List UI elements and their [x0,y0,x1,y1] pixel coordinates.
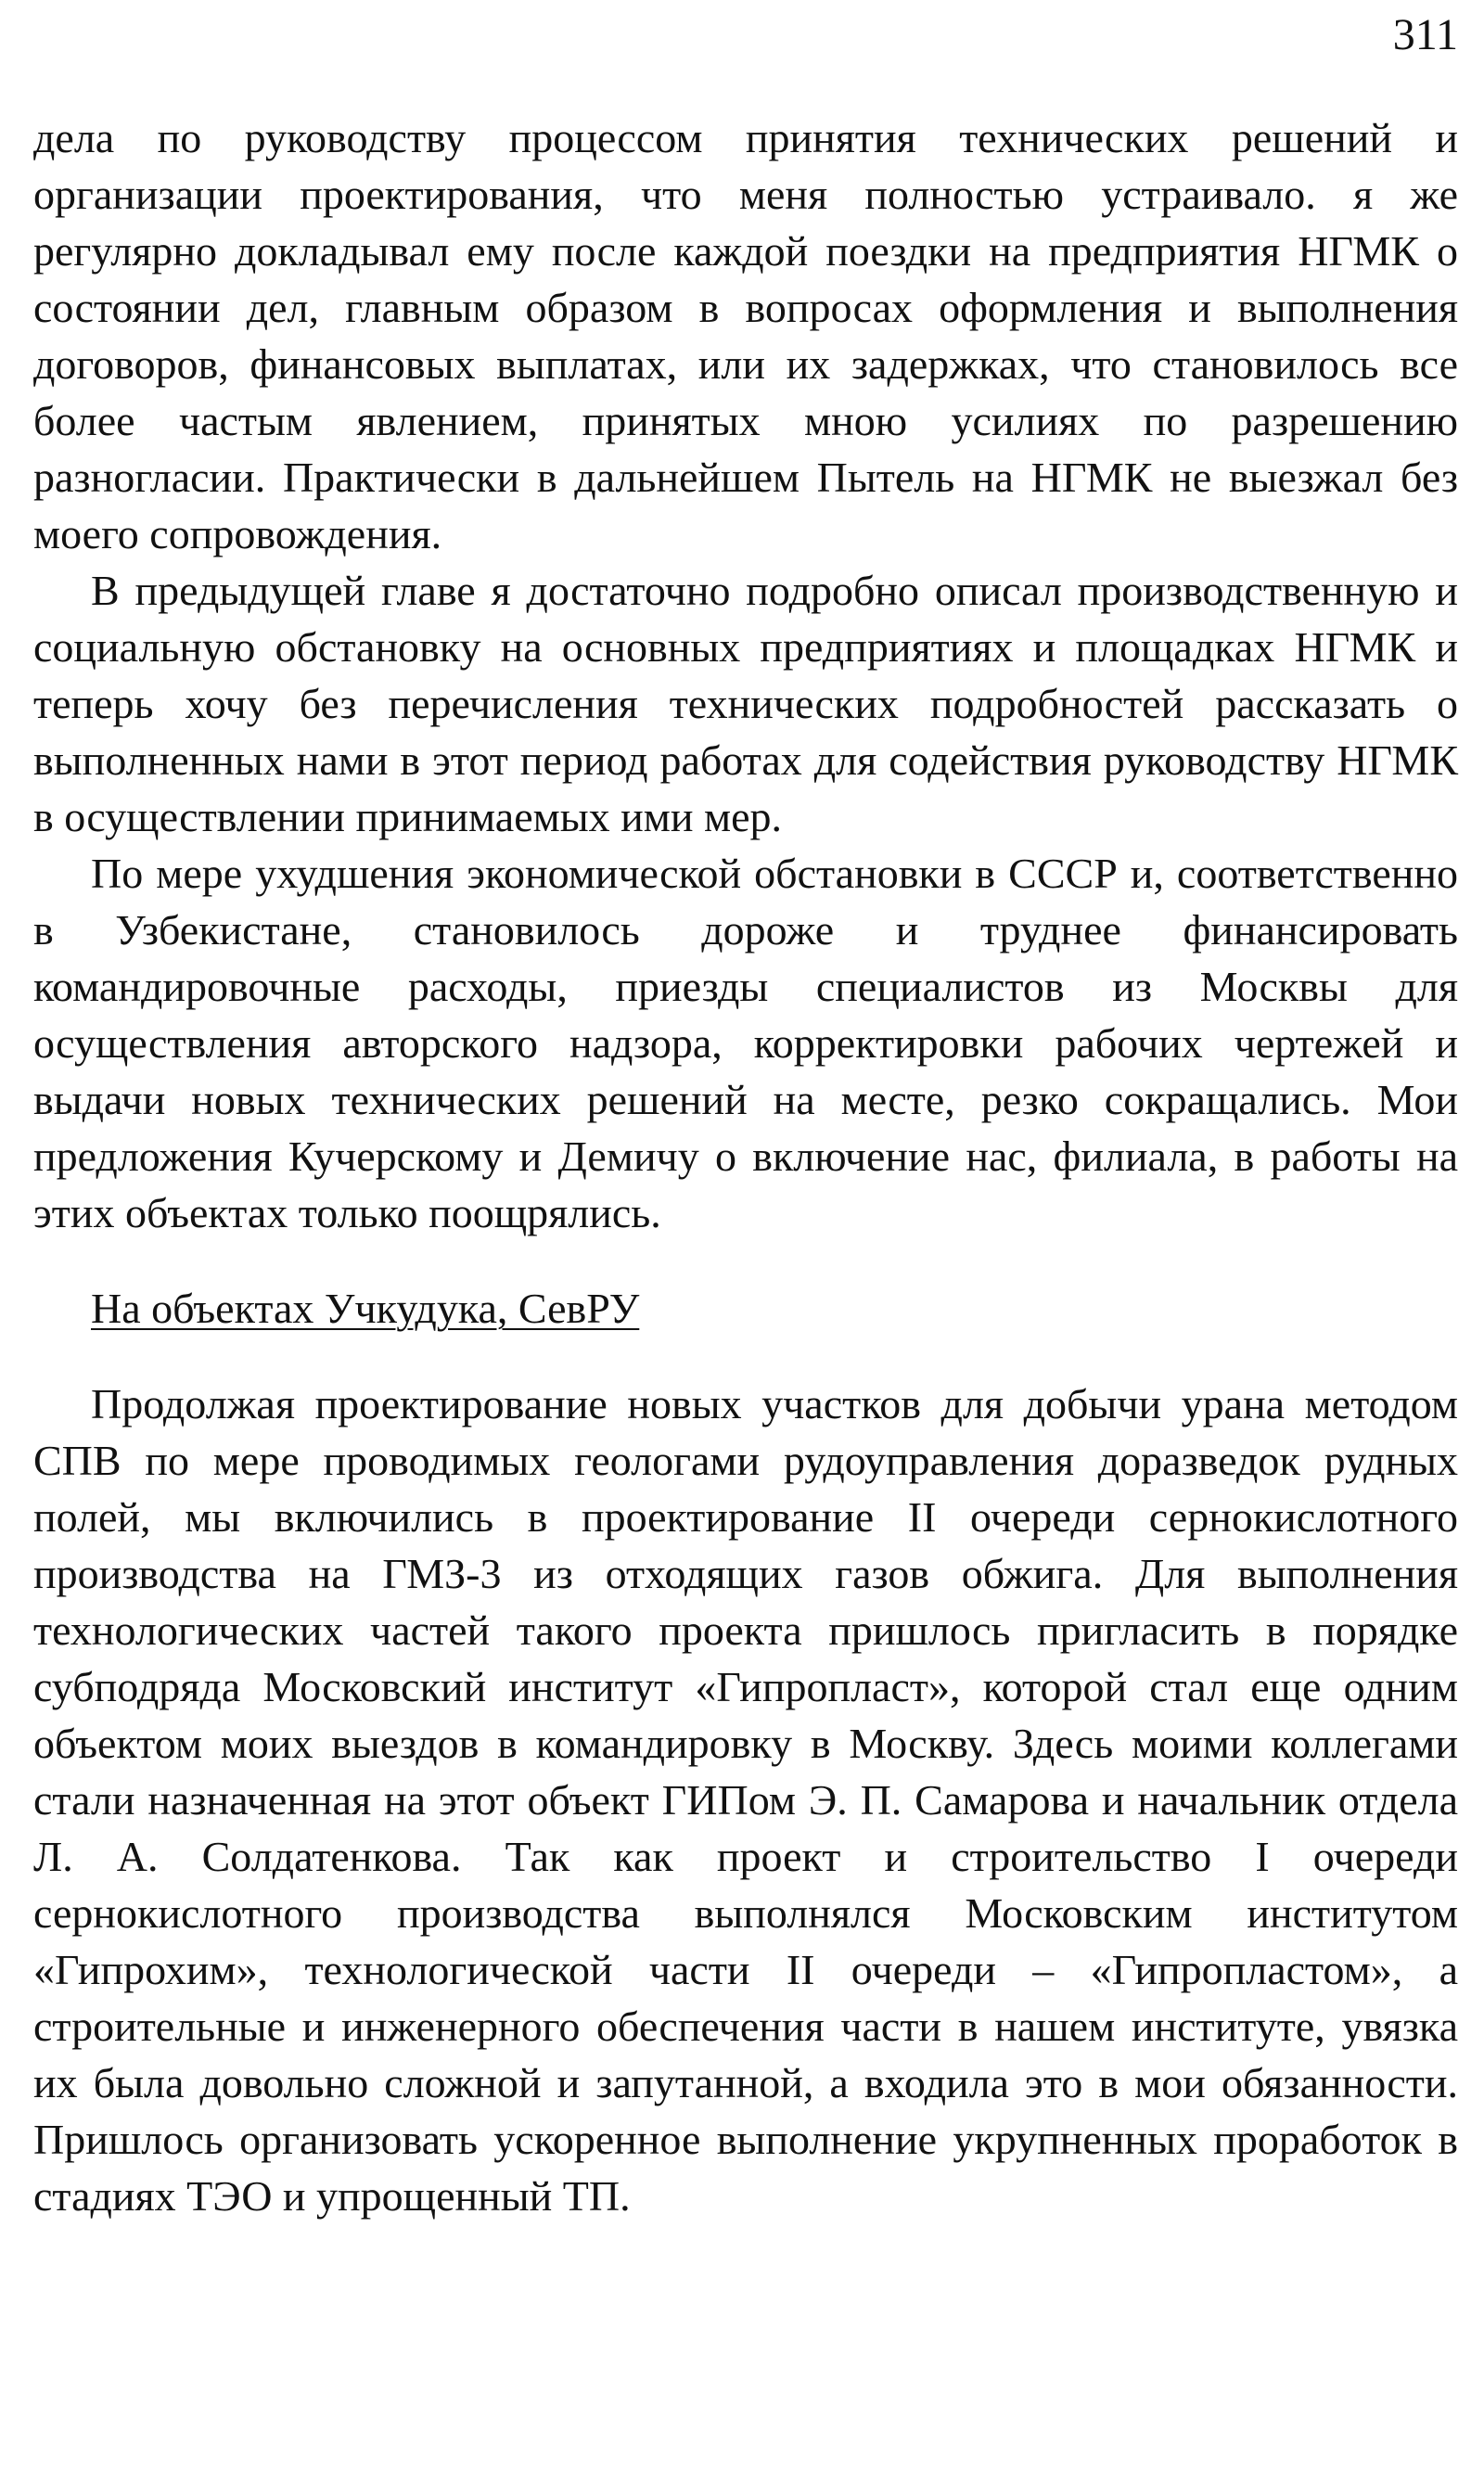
paragraph-continuation: дела по руководству процессом принятия технических решений и организации проектирования, что меня полностью устраивало. я же регулярно докладывал ему после каждой поездки на предприятия НГМК о состоянии дел, главным образом в вопросах оформления и выполнения договоров, финансовых выплатах, или их задержках, что становилось все более частым явлением, принятых мною усилиях по разрешению разногласии. Практически в дальнейшем Пытель на НГМК не выезжал без моего сопровождения. [33,114,1458,557]
section-heading: На объектах Учкудука, СевРУ [91,1285,640,1332]
spacer [33,1241,1458,1280]
paragraph: По мере ухудшения экономической обстановки в СССР и, соответственно в Узбекистане, становилось дороже и труднее финансировать командировочные расходы, приезды специалистов из Москвы для осуществления авторского надзора, корректировки рабочих чертежей и выдачи новых технических решений на месте, резко сокращались. Мои предложения Кучерскому и Демичу о включение нас, филиала, в работы на этих объектах только поощрялись. [33,850,1458,1236]
paragraph: В предыдущей главе я достаточно подробно описал производственную и социальную обстановку на основных предприятиях и площадках НГМК и теперь хочу без перечисления технических подробностей рассказать о выполненных нами в этот период работах для содействия руководству НГМК в осуществлении принимаемых ими мер. [33,567,1458,840]
spacer [33,1337,1458,1376]
page-number: 311 [1392,10,1458,59]
paragraph: Продолжая проектирование новых участков для добычи урана методом СПВ по мере проводимых геологами рудоуправления доразведок рудных полей, мы включились в проектирование II очереди сернокислотного производства на ГМЗ-3 из отходящих газов обжига. Для выполнения технологических частей такого проекта пришлось пригласить в порядке субподряда Московский институт «Гипропласт», которой стал еще одним объектом моих выездов в командировку в Москву. Здесь моими коллегами стали назначенная на этот объект ГИПом Э. П. Самарова и начальник отдела Л. А. Солдатенкова. Так как проект и строительство I очереди сернокислотного производства выполнялся Московским институтом «Гипрохим», технологической части II очереди – «Гипропластом», а строительные и инженерного обеспечения части в нашем институте, увязка их была довольно сложной и запутанной, а входила это в мои обязанности. Пришлось организовать ускоренное выполнение укрупненных проработок в стадиях ТЭО и упрощенный ТП. [33,1380,1458,2220]
book-page [33,0,1458,2483]
page-body [33,109,1458,2224]
